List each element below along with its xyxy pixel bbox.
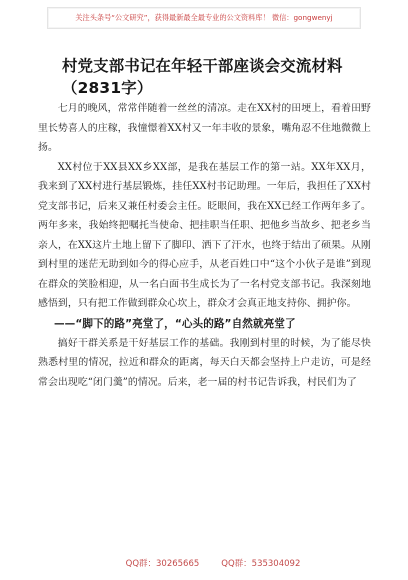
paragraph-1: 七月的晚风，常常伴随着一丝丝的清凉。走在XX村的田埂上，看着田野里长势喜人的庄稼，我憧憬着XX村又一年丰收的景象，嘴角忍不住地微微上扬。 [38, 103, 371, 153]
paragraph-2: XX村位于XX县XX乡XX部，是我在基层工作的第一站。XX年XX月，我来到了XX村进行基层锻炼，挂任XX村书记助理。一年后，我担任了XX村党支部书记，后来又兼任村委会主任。眨眼间，我在XX已经工作两年多了。两年多来，我始终把嘱托当使命、把挂职当任职、把他乡当故乡、把老乡当亲人，在XX这片土地上留下了脚印、洒下了汗水，也终于结出了硕果。从刚到村里的迷茫无助到如今的得心应手，从老百姓口中“这个小伙子是谁”到现在群众的笑脸相迎，从一名白面书生成长为了一名村党支部书记。我深刻地感悟到，只有把工作做到群众心坎上，群众才会真正地支持你、拥护你。 [38, 161, 371, 309]
paragraph-3: 搞好干群关系是干好基层工作的基础。我刚到村里的时候，为了能尽快熟悉村里的情况，拉近和群众的距离，每天白天都会坚持上户走访，可是经常会出现吃“闭门羹”的情况。后来，老一届的村书记告诉我，村民们为了 [38, 337, 371, 388]
top-banner [47, 7, 361, 29]
page-title: 村党支部书记在年轻干部座谈会交流材料（2831字） [62, 57, 343, 97]
top-banner-text: 关注头条号“公文研究”，获得最新最全最专业的公文资料库！ 微信：gongwenyj [75, 13, 333, 23]
footer-qq-left: QQ群：30265665 [125, 559, 200, 569]
footer-contacts [125, 559, 301, 569]
section-heading: ——“脚下的路”亮堂了，“心头的路”自然就亮堂了 [54, 317, 296, 330]
document-body [38, 99, 371, 392]
footer-qq-right: QQ群：535304092 [221, 559, 301, 569]
